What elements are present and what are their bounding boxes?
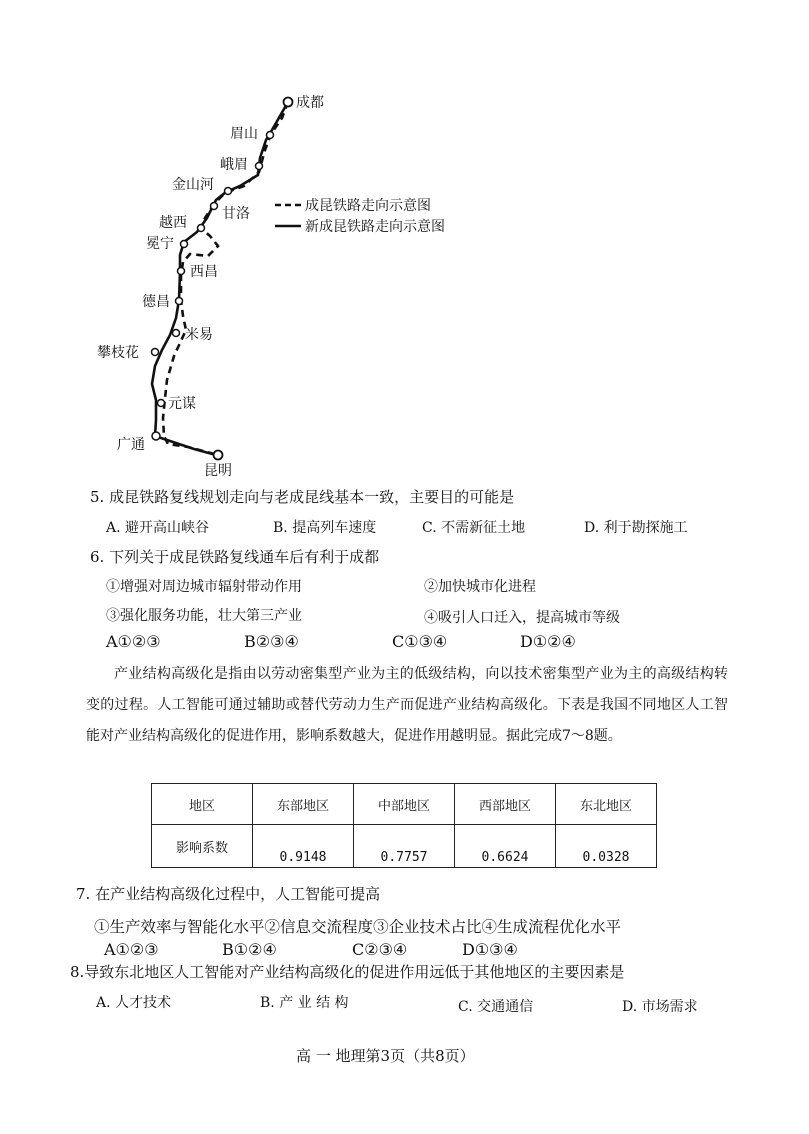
q6-item-3: ③强化服务功能，壮大第三产业	[106, 608, 302, 624]
station-dechang	[176, 298, 183, 305]
page-footer: 高 一 地理第3页（共8页）	[296, 1047, 475, 1065]
q7-option-c[interactable]: C②③④	[352, 940, 408, 959]
legend-old-line-label: 成昆铁路走向示意图	[305, 198, 431, 214]
table-header-cell: 地区	[152, 784, 253, 825]
table-header-cell: 东部地区	[253, 784, 354, 825]
q7-items: ①生产效率与智能化水平②信息交流程度③企业技术占比④生成流程优化水平	[94, 918, 622, 936]
label-emei: 峨眉	[220, 157, 248, 173]
label-yuexi: 越西	[159, 215, 187, 231]
q6-item-2: ②加快城市化进程	[424, 579, 536, 595]
label-miyi: 米易	[185, 327, 213, 343]
station-meishan	[267, 132, 274, 139]
table-header-cell: 中部地区	[354, 784, 455, 825]
q6-item-1: ①增强对周边城市辐射带动作用	[106, 579, 302, 595]
table-header-cell: 东北地区	[556, 784, 657, 825]
q5-stem: 5. 成昆铁路复线规划走向与老成昆线基本一致，主要目的可能是	[90, 488, 515, 506]
q5-option-b[interactable]: B. 提高列车速度	[273, 520, 377, 536]
q5-option-c[interactable]: C. 不需新征土地	[422, 520, 526, 536]
railway-route-map	[0, 0, 809, 480]
table-cell-east: 0.9148	[253, 825, 354, 868]
table-row-label: 影响系数	[152, 825, 253, 868]
table-row	[152, 825, 657, 868]
station-emei	[256, 163, 263, 170]
q7-option-d[interactable]: D①③④	[462, 940, 518, 959]
q6-option-c[interactable]: C①③④	[392, 632, 448, 651]
label-chengdu: 成都	[296, 95, 324, 111]
table-cell-west: 0.6624	[455, 825, 556, 868]
q7-stem: 7. 在产业结构高级化过程中，人工智能可提高	[76, 885, 381, 903]
q7-option-b[interactable]: B①②④	[222, 940, 277, 959]
label-ganluo: 甘洛	[222, 206, 250, 222]
station-guangtong	[152, 432, 160, 440]
influence-coefficient-table	[151, 783, 657, 868]
station-yuanmou	[158, 400, 165, 407]
station-panzhihua	[152, 349, 159, 356]
station-xichang	[178, 268, 185, 275]
station-miyi	[173, 330, 180, 337]
station-ganluo	[211, 203, 218, 210]
q7-option-a[interactable]: A①②③	[104, 940, 159, 959]
label-meishan: 眉山	[230, 126, 258, 142]
q6-stem: 6. 下列关于成昆铁路复线通车后有利于成都	[90, 548, 380, 566]
label-yuanmou: 元谋	[168, 396, 196, 412]
table-cell-central: 0.7757	[354, 825, 455, 868]
q6-item-4: ④吸引人口迁入，提高城市等级	[424, 610, 620, 626]
station-chengdu	[284, 98, 293, 107]
q6-option-d[interactable]: D①②④	[520, 632, 576, 651]
q8-option-b[interactable]: B. 产 业 结 构	[260, 995, 349, 1011]
label-panzhihua: 攀枝花	[97, 345, 139, 361]
q8-option-c[interactable]: C. 交通通信	[458, 999, 534, 1015]
label-jinshanhe: 金山河	[172, 177, 214, 193]
map-legend	[275, 197, 445, 235]
table-header-cell: 西部地区	[455, 784, 556, 825]
label-dechang: 德昌	[142, 294, 170, 310]
q5-option-d[interactable]: D. 利于勘探施工	[584, 520, 688, 536]
station-kunming	[214, 451, 223, 460]
q5-option-a[interactable]: A. 避开高山峡谷	[106, 520, 210, 536]
q8-option-d[interactable]: D. 市场需求	[622, 999, 698, 1015]
station-mianning	[181, 241, 188, 248]
station-jinshanhe	[225, 188, 232, 195]
table-cell-northeast: 0.0328	[556, 825, 657, 868]
table-header-row	[152, 784, 657, 825]
station-yuexi	[198, 225, 205, 232]
label-guangtong: 广通	[117, 437, 145, 453]
reading-passage: 产业结构高级化是指由以劳动密集型产业为主的低级结构，向以技术密集型产业为主的高级结构转变的过程。人工智能可通过辅助或替代劳动力生产而促进产业结构高级化。下表是我国不同地区人工智能对产业结构高级化的促进作用，影响系数越大，促进作用越明显。据此完成7～8题。	[86, 666, 728, 744]
q6-option-a[interactable]: A①②③	[106, 632, 161, 651]
label-kunming: 昆明	[204, 463, 232, 479]
q8-stem: 8.导致东北地区人工智能对产业结构高级化的促进作用远低于其他地区的主要因素是	[70, 963, 625, 981]
q6-option-b[interactable]: B②③④	[244, 632, 299, 651]
label-xichang: 西昌	[190, 264, 218, 280]
legend-new-line-label: 新成昆铁路走向示意图	[305, 219, 445, 235]
q8-option-a[interactable]: A. 人才技术	[96, 995, 172, 1011]
label-mianning: 冕宁	[146, 236, 174, 252]
